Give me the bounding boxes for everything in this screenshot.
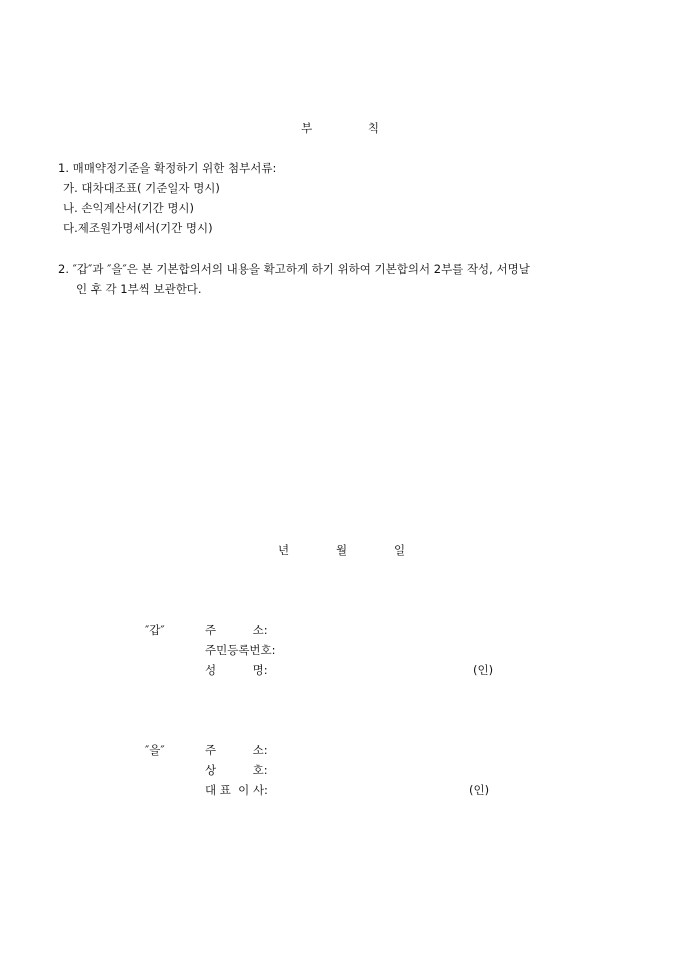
item2-line1: 2. ″갑″과 ″을″은 본 기본합의서의 내용을 확고하게 하기 위하여 기본합의서 2부를 작성, 서명날 <box>58 262 530 276</box>
party-b-seal: (인) <box>469 783 490 797</box>
date-month: 월 <box>336 543 348 557</box>
party-b-label: ″을″ <box>145 743 165 757</box>
item1-sub-b: 나. 손익계산서(기간 명시) <box>63 201 195 215</box>
item1-heading: 1. 매매약정기준을 확정하기 위한 첨부서류: <box>58 161 277 175</box>
date-day: 일 <box>394 543 406 557</box>
item1-sub-a: 가. 대차대조표( 기준일자 명시) <box>63 181 220 195</box>
party-b-address: 주 소: <box>205 743 268 757</box>
party-a-resident-no: 주민등록번호: <box>205 643 276 657</box>
party-b-ceo: 대 표 이 사: <box>205 783 268 797</box>
item2-line2: 인 후 각 1부씩 보관한다. <box>76 282 202 296</box>
party-a-label: ″갑″ <box>145 623 165 637</box>
page-title: 부 칙 <box>301 121 379 135</box>
item1-sub-c: 다.제조원가명세서(기간 명시) <box>63 221 213 235</box>
party-a-seal: (인) <box>473 663 494 677</box>
party-b-trade-name: 상 호: <box>205 763 268 777</box>
date-year: 년 <box>278 543 290 557</box>
party-a-name: 성 명: <box>205 663 268 677</box>
party-a-address: 주 소: <box>205 623 268 637</box>
